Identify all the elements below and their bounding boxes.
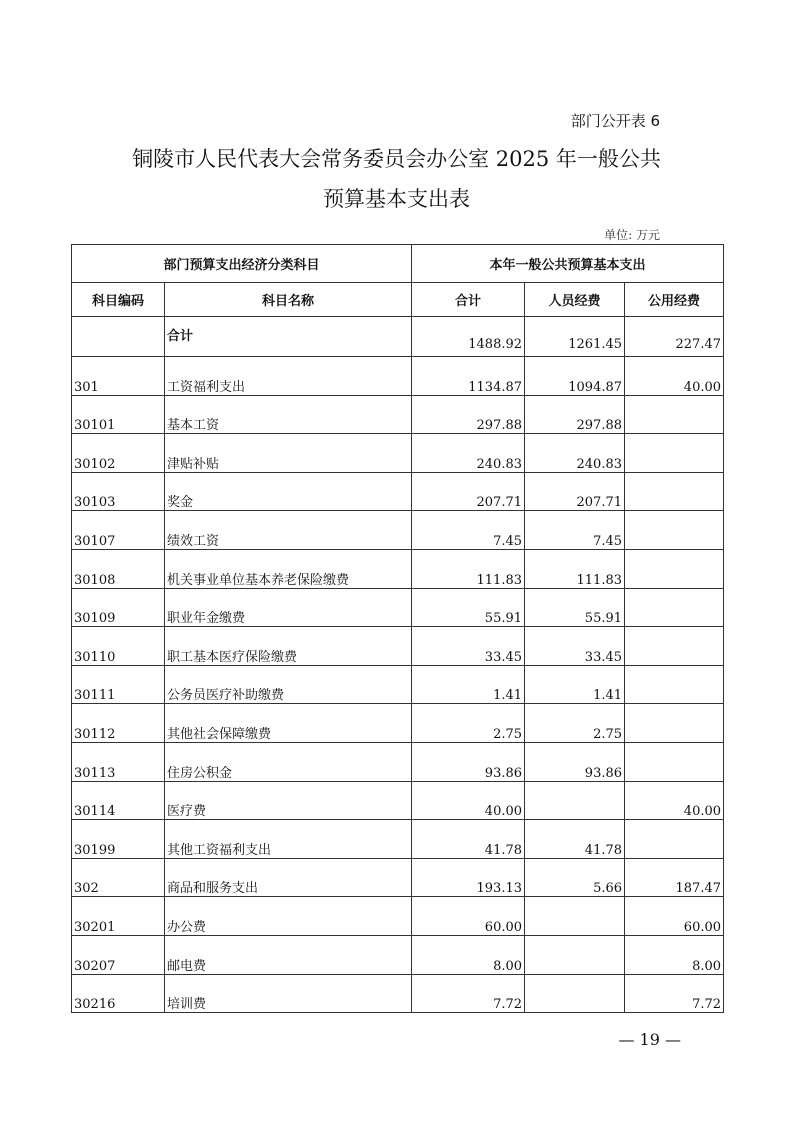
personnel-cell <box>525 897 625 936</box>
public-cell: 40.00 <box>625 357 724 396</box>
code-cell: 30112 <box>72 704 165 743</box>
public-cell: 40.00 <box>625 781 724 820</box>
public-cell <box>625 511 724 550</box>
total-cell: 1.41 <box>412 665 525 704</box>
total-cell: 41.78 <box>412 820 525 859</box>
code-cell: 30101 <box>72 395 165 434</box>
name-cell: 培训费 <box>165 974 412 1013</box>
code-cell: 30108 <box>72 549 165 588</box>
public-cell <box>625 627 724 666</box>
total-cell: 55.91 <box>412 588 525 627</box>
column-header-name: 科目名称 <box>165 283 412 317</box>
personnel-cell: 2.75 <box>525 704 625 743</box>
name-cell: 职业年金缴费 <box>165 588 412 627</box>
code-cell: 30114 <box>72 781 165 820</box>
personnel-cell: 7.45 <box>525 511 625 550</box>
code-cell: 30207 <box>72 935 165 974</box>
public-cell <box>625 395 724 434</box>
total-public-cell: 227.47 <box>625 317 724 357</box>
total-cell: 240.83 <box>412 434 525 473</box>
personnel-cell: 93.86 <box>525 742 625 781</box>
code-cell: 30103 <box>72 472 165 511</box>
name-cell: 津贴补贴 <box>165 434 412 473</box>
total-cell: 60.00 <box>412 897 525 936</box>
code-cell: 30199 <box>72 820 165 859</box>
name-cell: 职工基本医疗保险缴费 <box>165 627 412 666</box>
code-cell: 30102 <box>72 434 165 473</box>
code-cell: 30111 <box>72 665 165 704</box>
personnel-cell: 5.66 <box>525 858 625 897</box>
table-row <box>72 974 724 1013</box>
table-row <box>72 820 724 859</box>
total-cell: 8.00 <box>412 935 525 974</box>
public-cell <box>625 742 724 781</box>
personnel-cell <box>525 974 625 1013</box>
table-row <box>72 935 724 974</box>
code-cell: 302 <box>72 858 165 897</box>
total-cell: 1134.87 <box>412 357 525 396</box>
total-cell: 7.45 <box>412 511 525 550</box>
code-cell: 30110 <box>72 627 165 666</box>
total-cell: 111.83 <box>412 549 525 588</box>
personnel-cell: 111.83 <box>525 549 625 588</box>
total-cell: 40.00 <box>412 781 525 820</box>
page-title-line-2: 预算基本支出表 <box>323 187 470 211</box>
table-row <box>72 665 724 704</box>
group-header-classification: 部门预算支出经济分类科目 <box>72 245 412 283</box>
public-cell: 187.47 <box>625 858 724 897</box>
public-cell <box>625 820 724 859</box>
personnel-cell: 297.88 <box>525 395 625 434</box>
table-row <box>72 897 724 936</box>
total-cell: 2.75 <box>412 704 525 743</box>
public-cell <box>625 665 724 704</box>
public-cell: 7.72 <box>625 974 724 1013</box>
table-row <box>72 858 724 897</box>
total-name-cell: 合计 <box>165 317 412 357</box>
name-cell: 医疗费 <box>165 781 412 820</box>
public-cell <box>625 434 724 473</box>
name-cell: 工资福利支出 <box>165 357 412 396</box>
code-cell: 301 <box>72 357 165 396</box>
name-cell: 其他工资福利支出 <box>165 820 412 859</box>
column-header-personnel: 人员经费 <box>525 283 625 317</box>
personnel-cell: 33.45 <box>525 627 625 666</box>
name-cell: 绩效工资 <box>165 511 412 550</box>
public-cell <box>625 704 724 743</box>
total-cell: 193.13 <box>412 858 525 897</box>
public-cell <box>625 549 724 588</box>
public-cell <box>625 472 724 511</box>
code-cell: 30109 <box>72 588 165 627</box>
column-header-total: 合计 <box>412 283 525 317</box>
total-cell: 7.72 <box>412 974 525 1013</box>
total-personnel-cell: 1261.45 <box>525 317 625 357</box>
code-cell: 30107 <box>72 511 165 550</box>
name-cell: 其他社会保障缴费 <box>165 704 412 743</box>
personnel-cell: 1094.87 <box>525 357 625 396</box>
personnel-cell <box>525 935 625 974</box>
total-code-cell <box>72 317 165 357</box>
table-row <box>72 357 724 396</box>
total-cell: 93.86 <box>412 742 525 781</box>
total-row <box>72 317 724 357</box>
total-cell: 207.71 <box>412 472 525 511</box>
name-cell: 住房公积金 <box>165 742 412 781</box>
total-cell: 33.45 <box>412 627 525 666</box>
table-row <box>72 472 724 511</box>
table-row <box>72 704 724 743</box>
table-row <box>72 588 724 627</box>
public-cell: 60.00 <box>625 897 724 936</box>
personnel-cell: 55.91 <box>525 588 625 627</box>
table-row <box>72 627 724 666</box>
public-cell: 8.00 <box>625 935 724 974</box>
personnel-cell: 207.71 <box>525 472 625 511</box>
name-cell: 公务员医疗补助缴费 <box>165 665 412 704</box>
personnel-cell: 240.83 <box>525 434 625 473</box>
page-number: — 19 — <box>618 1030 681 1049</box>
name-cell: 机关事业单位基本养老保险缴费 <box>165 549 412 588</box>
page-title-line-1: 铜陵市人民代表大会常务委员会办公室 2025 年一般公共 <box>132 147 661 171</box>
budget-table <box>71 244 724 1013</box>
column-header-public: 公用经费 <box>625 283 724 317</box>
code-cell: 30201 <box>72 897 165 936</box>
code-cell: 30113 <box>72 742 165 781</box>
table-row <box>72 395 724 434</box>
name-cell: 奖金 <box>165 472 412 511</box>
name-cell: 办公费 <box>165 897 412 936</box>
document-label: 部门公开表 6 <box>570 112 660 130</box>
name-cell: 基本工资 <box>165 395 412 434</box>
personnel-cell <box>525 781 625 820</box>
table-row <box>72 742 724 781</box>
code-cell: 30216 <box>72 974 165 1013</box>
public-cell <box>625 588 724 627</box>
table-row <box>72 781 724 820</box>
personnel-cell: 1.41 <box>525 665 625 704</box>
group-header-basic-expenditure: 本年一般公共预算基本支出 <box>412 245 724 283</box>
personnel-cell: 41.78 <box>525 820 625 859</box>
column-header-code: 科目编码 <box>72 283 165 317</box>
total-amount-cell: 1488.92 <box>412 317 525 357</box>
name-cell: 邮电费 <box>165 935 412 974</box>
total-cell: 297.88 <box>412 395 525 434</box>
table-row <box>72 434 724 473</box>
name-cell: 商品和服务支出 <box>165 858 412 897</box>
unit-label: 单位: 万元 <box>604 228 660 242</box>
table-row <box>72 511 724 550</box>
table-row <box>72 549 724 588</box>
